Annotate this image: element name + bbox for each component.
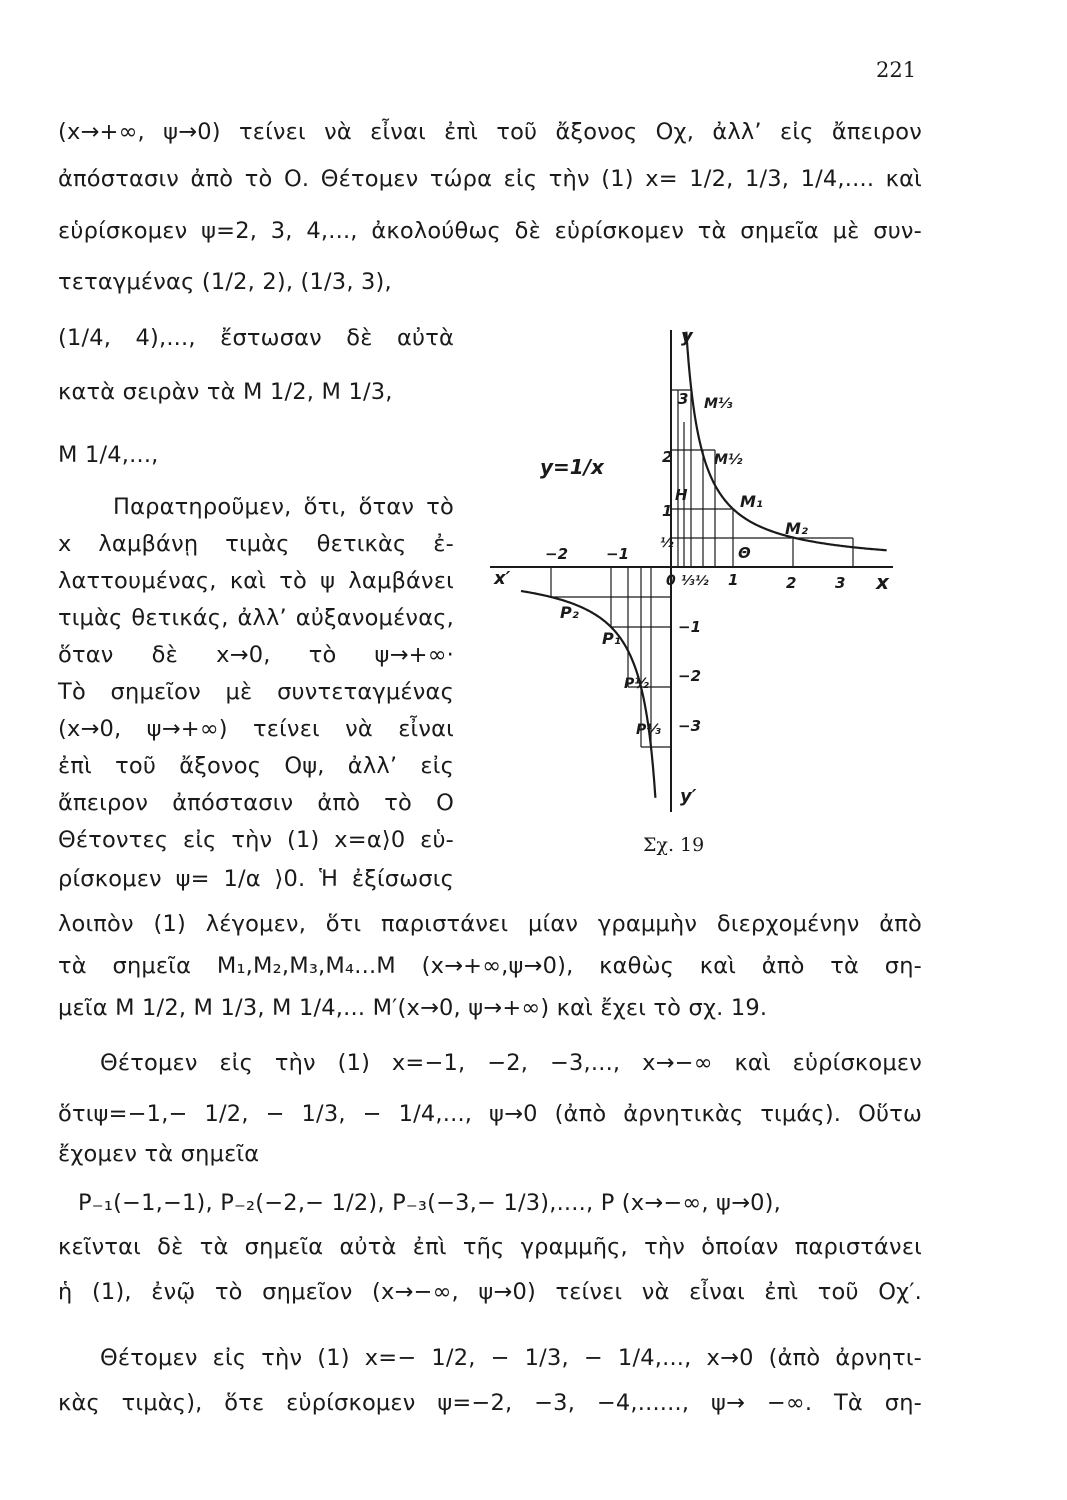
text-line: Θέτοντες εἰς τὴν (1) x=α⟩0 εὑ-	[58, 827, 454, 853]
region-label: Θ	[738, 544, 751, 562]
x-tick-label: −2	[545, 545, 569, 563]
text-line: κεῖνται δὲ τὰ σημεῖα αὐτὰ ἐπὶ τῆς γραμμῆς, τὴν ὁποίαν παριστάνει	[58, 1234, 922, 1260]
y-tick-label: 2	[662, 448, 673, 466]
y-axis-label: y	[681, 326, 693, 347]
x-neg-axis-label: x′	[494, 568, 511, 589]
hyperbola-figure	[488, 322, 900, 814]
text-line: Θέτομεν εἰς τὴν (1) x=− 1/2, − 1/3, − 1/4,..., x→0 (ἀπὸ ἀρνητι-	[100, 1345, 922, 1371]
text-line: ἀπόστασιν ἀπὸ τὸ Ο. Θέτομεν τώρα εἰς τὴν (1) x= 1/2, 1/3, 1/4,.... καὶ	[58, 166, 922, 192]
hyperbola-branch-negative	[521, 591, 655, 798]
text-line: x λαμβάνῃ τιμὰς θετικὰς ἐ-	[58, 531, 454, 557]
text-line: εὑρίσκομεν ψ=2, 3, 4,..., ἀκολούθως δὲ εὑρίσκομεν τὰ σημεῖα μὲ συν-	[58, 218, 922, 244]
hyperbola-branch-positive	[686, 332, 886, 551]
text-line: κατὰ σειρὰν τὰ Μ 1/2, Μ 1/3,	[58, 379, 393, 405]
grid-negative	[551, 567, 671, 747]
x-tick-label: 2	[786, 574, 797, 592]
y-tick-label: 1	[662, 502, 673, 520]
x-tick-label: −1	[606, 545, 630, 563]
text-line: ἐπὶ τοῦ ἄξονος Οψ, ἀλλ’ εἰς	[58, 753, 454, 779]
y-tick-label: 3	[678, 390, 689, 408]
equation-label: y=1/x	[540, 455, 604, 479]
text-line: τὰ σημεῖα Μ₁,Μ₂,Μ₃,Μ₄...Μ (x→+∞,ψ→0), καθὼς καὶ ἀπὸ τὰ ση-	[58, 953, 922, 979]
point-label: P½	[624, 676, 649, 692]
text-line: (x→+∞, ψ→0) τείνει νὰ εἶναι ἐπὶ τοῦ ἄξονος Οχ, ἀλλ’ εἰς ἄπειρον	[58, 119, 922, 145]
point-label: M₁	[740, 492, 763, 511]
text-line: Θέτομεν εἰς τὴν (1) x=−1, −2, −3,..., x→−∞ καὶ εὑρίσκομεν	[100, 1050, 922, 1076]
y-tick-label: −3	[678, 717, 702, 735]
text-line: τιμὰς θετικάς, ἀλλ’ αὐξανομένας,	[58, 605, 454, 631]
y-tick-label: ½	[660, 536, 674, 551]
point-label: P⅓	[636, 722, 661, 738]
text-line: τεταγμένας (1/2, 2), (1/3, 3),	[58, 269, 392, 295]
x-axis-label: x	[876, 570, 889, 594]
point-label: M½	[714, 452, 743, 468]
text-line: κὰς τιμὰς), ὅτε εὑρίσκομεν ψ=−2, −3, −4,......, ψ→ −∞. Τὰ ση-	[58, 1390, 922, 1416]
y-tick-label: −2	[678, 667, 702, 685]
region-label: H	[675, 486, 688, 504]
point-label: M₂	[785, 519, 808, 538]
x-tick-label: ½	[695, 574, 709, 589]
text-line: Παρατηροῦμεν, ὅτι, ὅταν τὸ	[113, 494, 454, 520]
y-neg-axis-label: y′	[680, 786, 697, 807]
text-line: ἄπειρον ἀπόστασιν ἀπὸ τὸ Ο	[58, 790, 454, 816]
grid-positive	[671, 390, 853, 567]
text-line: P₋₁(−1,−1), P₋₂(−2,− 1/2), P₋₃(−3,− 1/3),...., P (x→−∞, ψ→0),	[78, 1190, 781, 1216]
text-line: Μ 1/4,...,	[58, 442, 159, 468]
point-label: M⅓	[704, 396, 733, 412]
text-line: ἡ (1), ἐνῷ τὸ σημεῖον (x→−∞, ψ→0) τείνει νὰ εἶναι ἐπὶ τοῦ Οχ′.	[58, 1279, 922, 1305]
text-line: ὅτιψ=−1,− 1/2, − 1/3, − 1/4,..., ψ→0 (ἀπὸ ἀρνητικὰς τιμάς). Οὕτω	[58, 1101, 922, 1127]
point-label: P₂	[560, 603, 579, 622]
y-tick-label: −1	[678, 618, 702, 636]
text-line: ἔχομεν τὰ σημεῖα	[58, 1141, 260, 1167]
origin-label: 0	[666, 573, 676, 589]
x-tick-label: ⅓	[681, 574, 695, 589]
x-tick-label: 1	[728, 571, 739, 589]
text-line: (x→0, ψ→+∞) τείνει νὰ εἶναι	[58, 716, 454, 742]
text-line: Τὸ σημεῖον μὲ συντεταγμένας	[58, 679, 454, 705]
figure-caption: Σχ. 19	[643, 834, 705, 856]
x-tick-label: 3	[835, 574, 846, 592]
text-line: ρίσκομεν ψ= 1/α ⟩0. Ἡ ἐξίσωσις	[58, 866, 454, 892]
point-label: P₁	[602, 629, 621, 648]
text-line: μεῖα Μ 1/2, Μ 1/3, Μ 1/4,... Μ′(x→0, ψ→+∞) καὶ ἔχει τὸ σχ. 19.	[58, 995, 768, 1021]
text-line: λαττουμένας, καὶ τὸ ψ λαμβάνει	[58, 568, 454, 594]
text-line: (1/4, 4),..., ἔστωσαν δὲ αὐτὰ	[58, 325, 454, 351]
page-number: 221	[876, 58, 917, 82]
text-line: ὅταν δὲ x→0, τὸ ψ→+∞·	[58, 642, 454, 668]
text-line: λοιπὸν (1) λέγομεν, ὅτι παριστάνει μίαν γραμμὴν διερχομένην ἀπὸ	[58, 911, 922, 937]
